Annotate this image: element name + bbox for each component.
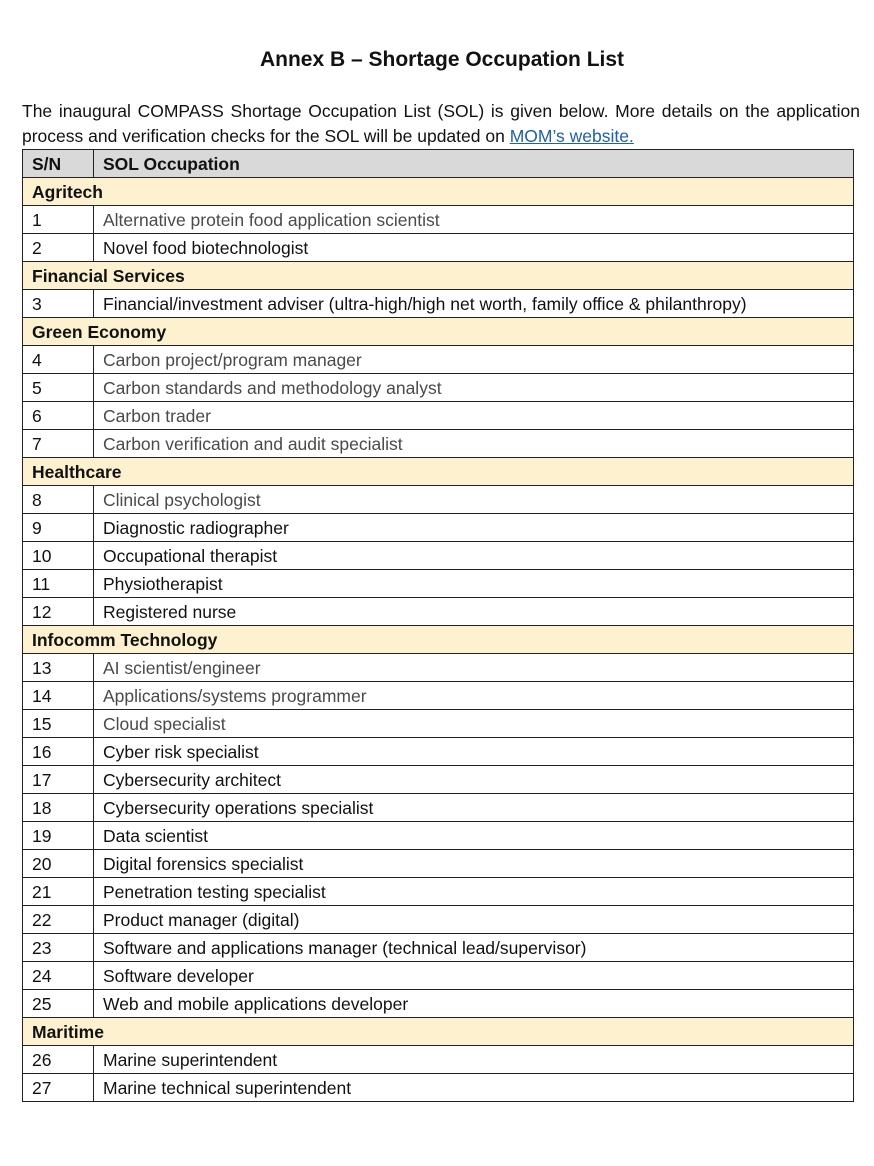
occupation-cell: Registered nurse <box>94 598 854 626</box>
serial-number-cell: 5 <box>23 374 94 402</box>
serial-number-cell: 3 <box>23 290 94 318</box>
table-row <box>23 1046 854 1074</box>
table-row <box>23 290 854 318</box>
column-header-occupation: SOL Occupation <box>94 150 854 178</box>
category-row <box>23 318 854 346</box>
serial-number-cell: 21 <box>23 878 94 906</box>
serial-number-cell: 13 <box>23 654 94 682</box>
table-row <box>23 374 854 402</box>
occupation-cell: Carbon verification and audit specialist <box>94 430 854 458</box>
serial-number-cell: 27 <box>23 1074 94 1102</box>
mom-website-link[interactable]: MOM’s website. <box>509 126 634 146</box>
occupation-cell: Physiotherapist <box>94 570 854 598</box>
intro-paragraph <box>22 99 860 149</box>
table-row <box>23 1074 854 1102</box>
table-row <box>23 906 854 934</box>
column-header-sn: S/N <box>23 150 94 178</box>
table-row <box>23 710 854 738</box>
table-row <box>23 794 854 822</box>
category-label: Agritech <box>23 178 854 206</box>
table-row <box>23 346 854 374</box>
serial-number-cell: 20 <box>23 850 94 878</box>
serial-number-cell: 12 <box>23 598 94 626</box>
serial-number-cell: 4 <box>23 346 94 374</box>
category-label: Financial Services <box>23 262 854 290</box>
table-row <box>23 542 854 570</box>
category-label: Healthcare <box>23 458 854 486</box>
serial-number-cell: 19 <box>23 822 94 850</box>
table-row <box>23 402 854 430</box>
table-row <box>23 738 854 766</box>
occupation-cell: Penetration testing specialist <box>94 878 854 906</box>
occupation-cell: Web and mobile applications developer <box>94 990 854 1018</box>
category-label: Green Economy <box>23 318 854 346</box>
serial-number-cell: 23 <box>23 934 94 962</box>
serial-number-cell: 18 <box>23 794 94 822</box>
page-title: Annex B – Shortage Occupation List <box>259 48 625 71</box>
category-label: Infocomm Technology <box>23 626 854 654</box>
serial-number-cell: 22 <box>23 906 94 934</box>
occupation-cell: Cybersecurity operations specialist <box>94 794 854 822</box>
intro-text: The inaugural COMPASS Shortage Occupation List (SOL) is given below. More details on the application process and verification checks for the SOL will be updated on <box>22 101 860 146</box>
occupation-cell: Cyber risk specialist <box>94 738 854 766</box>
serial-number-cell: 6 <box>23 402 94 430</box>
category-row <box>23 1018 854 1046</box>
serial-number-cell: 25 <box>23 990 94 1018</box>
table-row <box>23 990 854 1018</box>
table-header-row <box>23 150 854 178</box>
serial-number-cell: 2 <box>23 234 94 262</box>
table-row <box>23 430 854 458</box>
table-row <box>23 598 854 626</box>
table-row <box>23 962 854 990</box>
table-row <box>23 570 854 598</box>
occupation-cell: Alternative protein food application scientist <box>94 206 854 234</box>
table-row <box>23 850 854 878</box>
serial-number-cell: 17 <box>23 766 94 794</box>
category-row <box>23 262 854 290</box>
occupation-cell: AI scientist/engineer <box>94 654 854 682</box>
occupation-cell: Product manager (digital) <box>94 906 854 934</box>
occupation-cell: Financial/investment adviser (ultra-high/high net worth, family office & philanthropy) <box>94 290 854 318</box>
occupation-cell: Occupational therapist <box>94 542 854 570</box>
category-row <box>23 458 854 486</box>
category-label: Maritime <box>23 1018 854 1046</box>
occupation-cell: Carbon standards and methodology analyst <box>94 374 854 402</box>
table-row <box>23 486 854 514</box>
occupation-cell: Applications/systems programmer <box>94 682 854 710</box>
serial-number-cell: 9 <box>23 514 94 542</box>
table-row <box>23 934 854 962</box>
category-row <box>23 178 854 206</box>
occupation-cell: Carbon project/program manager <box>94 346 854 374</box>
table-row <box>23 766 854 794</box>
table-row <box>23 654 854 682</box>
table-row <box>23 514 854 542</box>
serial-number-cell: 11 <box>23 570 94 598</box>
serial-number-cell: 8 <box>23 486 94 514</box>
serial-number-cell: 10 <box>23 542 94 570</box>
occupation-cell: Carbon trader <box>94 402 854 430</box>
shortage-occupation-table <box>22 149 854 1102</box>
occupation-cell: Software developer <box>94 962 854 990</box>
occupation-cell: Marine technical superintendent <box>94 1074 854 1102</box>
table-row <box>23 682 854 710</box>
serial-number-cell: 7 <box>23 430 94 458</box>
table-body <box>23 178 854 1102</box>
occupation-cell: Data scientist <box>94 822 854 850</box>
table-row <box>23 234 854 262</box>
table-row <box>23 206 854 234</box>
serial-number-cell: 15 <box>23 710 94 738</box>
category-row <box>23 626 854 654</box>
occupation-cell: Software and applications manager (technical lead/supervisor) <box>94 934 854 962</box>
table-row <box>23 878 854 906</box>
occupation-cell: Marine superintendent <box>94 1046 854 1074</box>
occupation-cell: Cloud specialist <box>94 710 854 738</box>
occupation-cell: Novel food biotechnologist <box>94 234 854 262</box>
occupation-cell: Digital forensics specialist <box>94 850 854 878</box>
table-row <box>23 822 854 850</box>
occupation-cell: Cybersecurity architect <box>94 766 854 794</box>
serial-number-cell: 24 <box>23 962 94 990</box>
serial-number-cell: 14 <box>23 682 94 710</box>
serial-number-cell: 26 <box>23 1046 94 1074</box>
occupation-cell: Clinical psychologist <box>94 486 854 514</box>
serial-number-cell: 1 <box>23 206 94 234</box>
serial-number-cell: 16 <box>23 738 94 766</box>
occupation-cell: Diagnostic radiographer <box>94 514 854 542</box>
